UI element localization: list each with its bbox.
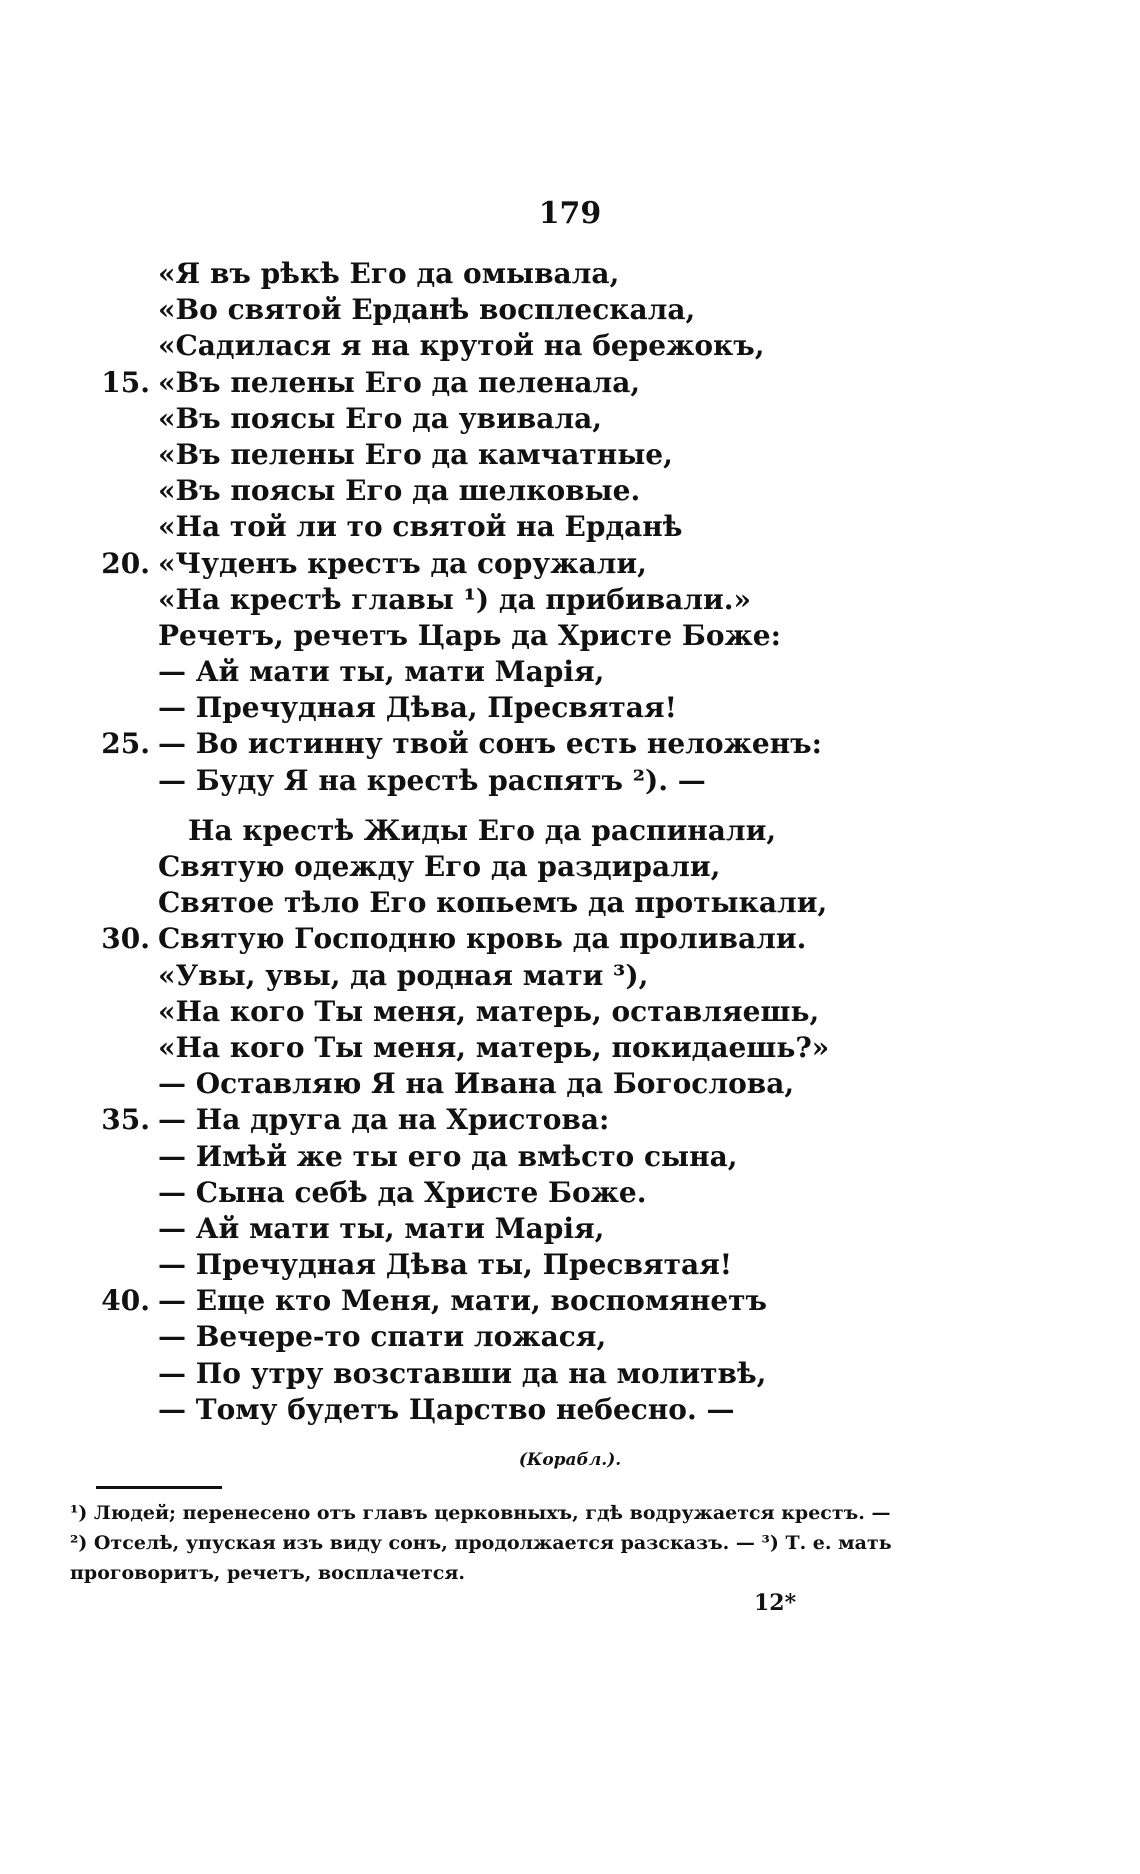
footnote-line: ²) Отселѣ, упуская изъ виду сонъ, продолжается разсказъ. — ³) Т. е. мать	[70, 1532, 892, 1554]
footnote-rule	[96, 1486, 222, 1489]
verse-line	[96, 1283, 1076, 1319]
verse-text: — Еще кто Меня, мати, воспомянетъ	[158, 1284, 767, 1318]
stanza-gap	[96, 799, 1076, 813]
verse-text: «Я въ рѣкѣ Его да омывала,	[158, 257, 620, 290]
verse-text: Речетъ, речетъ Царь да Христе Боже:	[158, 618, 781, 652]
line-number: 40.	[101, 1284, 150, 1318]
verse-text: «Увы, увы, да родная мати ³),	[158, 958, 649, 992]
line-number: 15.	[101, 365, 150, 399]
verse-text: «На той ли то святой на Ерданѣ	[158, 510, 683, 544]
verse-text: На крестѣ Жиды Его да распинали,	[188, 813, 777, 847]
verse-text: — Вечере-то спати ложася,	[158, 1320, 607, 1354]
line-number: 20.	[101, 546, 150, 580]
verse-text: «На крестѣ главы ¹) да прибивали.»	[158, 582, 752, 616]
verse-text: — Тому будетъ Царство небесно. —	[158, 1392, 735, 1426]
verse-line	[96, 546, 1076, 582]
verse-line	[96, 328, 1076, 364]
verse-line	[96, 401, 1076, 437]
verse-text: «Чуденъ крестъ да соружали,	[158, 546, 647, 580]
verse-line	[96, 437, 1076, 473]
line-number: 25.	[101, 727, 150, 761]
verse-text: — Буду Я на крестѣ распятъ ²). —	[158, 763, 706, 797]
poem-body	[96, 256, 1076, 1428]
verse-text: — По утру возставши да на молитвѣ,	[158, 1356, 767, 1390]
verse-line	[96, 1211, 1076, 1247]
stanza-2	[96, 813, 1076, 1428]
verse-text: — Ай мати ты, мати Марія,	[158, 1211, 605, 1245]
verse-line	[96, 1102, 1076, 1138]
verse-text: — Имѣй же ты его да вмѣсто сына,	[158, 1139, 738, 1173]
signature-mark: 12*	[754, 1590, 797, 1616]
verse-line	[96, 958, 1076, 994]
verse-text: «Въ пелены Его да пеленала,	[158, 365, 641, 399]
verse-text: «На кого Ты меня, матерь, покидаешь?»	[158, 1030, 830, 1064]
verse-text: — Пречудная Дѣва ты, Пресвятая!	[158, 1248, 733, 1282]
verse-line	[96, 473, 1076, 509]
verse-text: — Ай мати ты, мати Марія,	[158, 655, 605, 689]
verse-line	[96, 582, 1076, 618]
verse-text: — Пречудная Дѣва, Пресвятая!	[158, 691, 677, 725]
verse-text: «Во святой Ерданѣ восплескала,	[158, 293, 696, 327]
verse-line	[96, 1030, 1076, 1066]
verse-line	[96, 885, 1076, 921]
verse-line	[96, 1066, 1076, 1102]
stanza-1	[96, 256, 1076, 799]
verse-line	[96, 1319, 1076, 1355]
verse-line	[96, 365, 1076, 401]
verse-line	[96, 509, 1076, 545]
verse-text: «Въ поясы Его да шелковые.	[158, 474, 641, 508]
verse-line	[96, 1392, 1076, 1428]
verse-line	[96, 726, 1076, 762]
page-number: 179	[538, 196, 602, 231]
verse-text: «Въ поясы Его да увивала,	[158, 401, 602, 435]
verse-line	[96, 1175, 1076, 1211]
verse-line	[96, 849, 1076, 885]
verse-text: — Сына себѣ да Христе Боже.	[158, 1175, 647, 1209]
verse-text: Святую Господню кровь да проливали.	[158, 922, 807, 956]
verse-line	[96, 921, 1076, 957]
verse-text: «На кого Ты меня, матерь, оставляешь,	[158, 994, 820, 1028]
line-number: 35.	[101, 1103, 150, 1137]
footnotes	[70, 1498, 900, 1588]
verse-line	[96, 813, 1076, 849]
verse-text: «Садилася я на крутой на бережокъ,	[158, 329, 765, 363]
verse-line	[96, 994, 1076, 1030]
verse-line	[96, 690, 1076, 726]
verse-line	[96, 618, 1076, 654]
verse-text: — Оставляю Я на Ивана да Богослова,	[158, 1067, 795, 1101]
verse-line	[96, 654, 1076, 690]
verse-line	[96, 256, 1076, 292]
source-attribution: (Корабл.).	[518, 1450, 622, 1470]
verse-line	[96, 763, 1076, 799]
footnote-line: ¹) Людей; перенесено отъ главъ церковныхъ, гдѣ водружается крестъ. —	[70, 1502, 891, 1524]
verse-text: — На друга да на Христова:	[158, 1103, 610, 1137]
verse-text: «Въ пелены Его да камчатные,	[158, 437, 673, 471]
verse-text: — Во истинну твой сонъ есть неложенъ:	[158, 727, 822, 761]
verse-line	[96, 292, 1076, 328]
verse-text: Святое тѣло Его копьемъ да протыкали,	[158, 886, 828, 920]
footnote-line: проговоритъ, речетъ, восплачется.	[70, 1562, 466, 1584]
verse-line	[96, 1356, 1076, 1392]
line-number: 30.	[101, 922, 150, 956]
verse-line	[96, 1139, 1076, 1175]
verse-text: Святую одежду Его да раздирали,	[158, 850, 721, 883]
verse-line	[96, 1247, 1076, 1283]
